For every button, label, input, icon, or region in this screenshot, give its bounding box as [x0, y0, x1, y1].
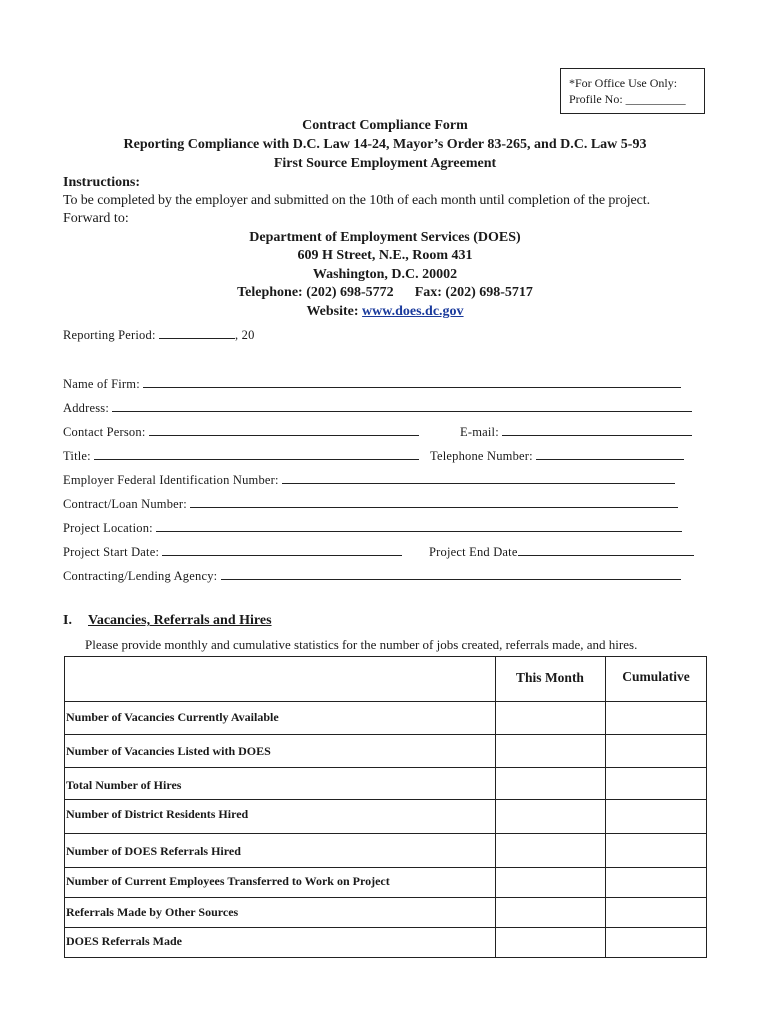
- website-link[interactable]: www.does.dc.gov: [362, 304, 464, 319]
- this-month-header: This Month: [516, 670, 584, 685]
- email-label: E-mail:: [460, 425, 499, 439]
- contact-field[interactable]: [149, 425, 419, 436]
- title-field[interactable]: [94, 449, 419, 460]
- section-title: Vacancies, Referrals and Hires: [88, 613, 272, 628]
- telephone-field[interactable]: [536, 449, 684, 460]
- does-website-row: [0, 304, 770, 320]
- fein-row: [63, 473, 675, 488]
- location-label: Project Location:: [63, 521, 153, 535]
- forward-to-label: Forward to:: [63, 211, 129, 226]
- instructions-heading: Instructions:: [63, 175, 141, 190]
- instructions-text: To be completed by the employer and submitted on the 10th of each month until completion of the project.: [63, 193, 650, 208]
- table-row-label: Number of District Residents Hired: [66, 807, 249, 821]
- start-date-field[interactable]: [162, 545, 402, 556]
- email-row: [460, 425, 692, 440]
- section-number: I.: [63, 613, 72, 628]
- statistics-table: [64, 656, 707, 958]
- row-divider: [65, 833, 706, 834]
- agency-row: [63, 569, 681, 584]
- cumulative-header: Cumulative: [622, 669, 690, 684]
- fein-label: Employer Federal Identification Number:: [63, 473, 279, 487]
- contract-field[interactable]: [190, 497, 678, 508]
- does-street: 609 H Street, N.E., Room 431: [297, 248, 473, 263]
- row-divider: [65, 734, 706, 735]
- agency-label: Contracting/Lending Agency:: [63, 569, 218, 583]
- table-row-label: Total Number of Hires: [66, 778, 182, 792]
- firm-field[interactable]: [143, 377, 681, 388]
- firm-row: [63, 377, 681, 392]
- reporting-period-label: Reporting Period:: [63, 328, 156, 342]
- end-date-label: Project End Date: [429, 545, 518, 559]
- table-row-label: DOES Referrals Made: [66, 934, 182, 948]
- row-divider: [65, 927, 706, 928]
- location-row: [63, 521, 682, 536]
- contact-row: [63, 425, 419, 440]
- row-divider: [65, 701, 706, 702]
- column-divider: [495, 657, 496, 957]
- table-row-label: Number of DOES Referrals Hired: [66, 844, 241, 858]
- reporting-period-row: [63, 328, 255, 343]
- end-date-row: [429, 545, 694, 560]
- column-divider: [605, 657, 606, 957]
- table-row-label: Referrals Made by Other Sources: [66, 905, 239, 919]
- title-label: Title:: [63, 449, 91, 463]
- office-use-label: *For Office Use Only:: [569, 76, 678, 90]
- table-row-label: Number of Vacancies Currently Available: [66, 710, 279, 724]
- address-label: Address:: [63, 401, 110, 415]
- contract-label: Contract/Loan Number:: [63, 497, 187, 511]
- agreement-title: First Source Employment Agreement: [273, 156, 497, 171]
- end-date-field[interactable]: [518, 545, 694, 556]
- address-field[interactable]: [112, 401, 692, 412]
- contract-row: [63, 497, 678, 512]
- does-telephone: Telephone: (202) 698-5772: [237, 285, 394, 300]
- row-divider: [65, 767, 706, 768]
- telephone-label: Telephone Number:: [430, 449, 533, 463]
- profile-number-field[interactable]: Profile No: __________: [569, 92, 686, 106]
- form-title: Contract Compliance Form: [302, 118, 468, 133]
- start-date-label: Project Start Date:: [63, 545, 160, 559]
- office-use-box: [560, 68, 705, 114]
- does-name: Department of Employment Services (DOES): [249, 230, 521, 245]
- reporting-period-year: , 20: [234, 328, 255, 342]
- title-row: [63, 449, 419, 464]
- section-description: Please provide monthly and cumulative statistics for the number of jobs created, referrals made, and hires.: [85, 637, 638, 652]
- reporting-period-field[interactable]: [159, 328, 235, 339]
- form-subtitle: Reporting Compliance with D.C. Law 14-24, Mayor’s Order 83-265, and D.C. Law 5-93: [123, 137, 647, 152]
- row-divider: [65, 799, 706, 800]
- table-row-label: Number of Vacancies Listed with DOES: [66, 744, 271, 758]
- table-row-label: Number of Current Employees Transferred to Work on Project: [66, 874, 390, 888]
- row-divider: [65, 897, 706, 898]
- agency-field[interactable]: [221, 569, 681, 580]
- does-fax: Fax: (202) 698-5717: [414, 285, 533, 300]
- row-divider: [65, 867, 706, 868]
- does-phone-fax: [0, 285, 770, 301]
- fein-field[interactable]: [282, 473, 675, 484]
- website-label: Website:: [306, 304, 363, 319]
- location-field[interactable]: [156, 521, 682, 532]
- email-field[interactable]: [502, 425, 692, 436]
- firm-label: Name of Firm:: [63, 377, 140, 391]
- does-city: Washington, D.C. 20002: [312, 267, 458, 282]
- start-date-row: [63, 545, 402, 560]
- telephone-row: [430, 449, 684, 464]
- contact-label: Contact Person:: [63, 425, 146, 439]
- address-row: [63, 401, 692, 416]
